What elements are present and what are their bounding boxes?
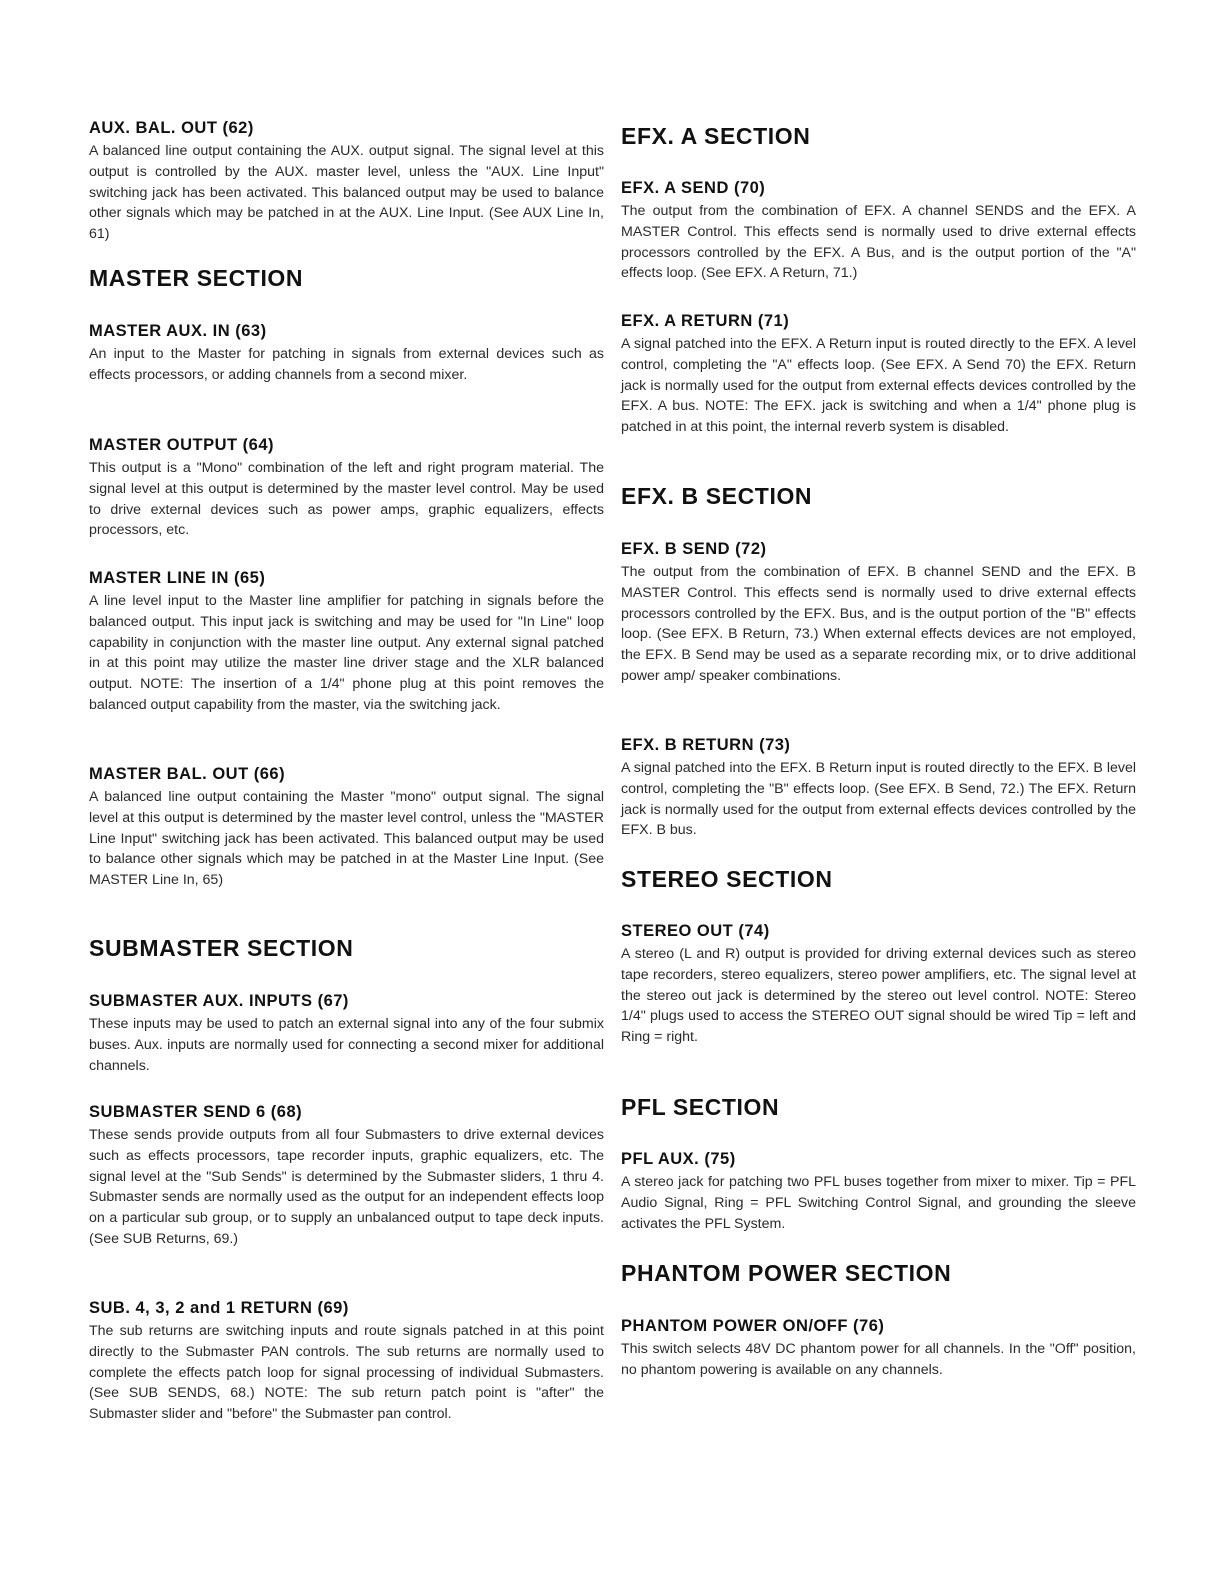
entry-text: A stereo jack for patching two PFL buses together from mixer to mixer. Tip = PFL Audio Signal, Ring = PFL Switching Control Signal, and grounding the sleeve activates the PFL System. [621, 1174, 1136, 1232]
entry-aux-bal-out [89, 119, 604, 245]
entry-text: The output from the combination of EFX. A channel SENDS and the EFX. A MASTER Control. This effects send is normally used to drive external effects processors controlled by the EFX. A Bus, and is the output portion of the "A" effects loop. (See EFX. A Return, 71.) [621, 203, 1136, 282]
entry-heading: MASTER AUX. IN (63) [89, 322, 267, 340]
entry-heading: PFL AUX. (75) [621, 1150, 736, 1168]
entry-heading: MASTER BAL. OUT (66) [89, 765, 286, 783]
entry-heading: SUBMASTER SEND 6 (68) [89, 1103, 303, 1121]
section-title: EFX. A SECTION [621, 123, 811, 149]
entry-master-output [89, 436, 604, 541]
entry-text: A line level input to the Master line amplifier for patching in signals before the balanced output. This input jack is switching and may be used for "In Line" loop capability in conjunction with the master line output. Any external signal patched in at this point may utilize the master line driver stage and the XLR balanced output. NOTE: The insertion of a 1/4" phone plug at this point removes the balanced output capability from the master, via the switching jack. [89, 593, 604, 713]
entry-text: These inputs may be used to patch an external signal into any of the four submix buses. Aux. inputs are normally used for connecting a second mixer for additional channels. [89, 1016, 604, 1074]
entry-text: This switch selects 48V DC phantom power for all channels. In the "Off" position, no phantom powering is available on any channels. [621, 1341, 1136, 1378]
section-submaster [89, 935, 604, 962]
entry-master-line-in [89, 569, 604, 716]
entry-text: The output from the combination of EFX. B channel SEND and the EFX. B MASTER Control. This effects send is normally used to drive external effects processors controlled by the EFX. Bus, and is the output portion of the "B" effects loop. (See EFX. B Return, 73.) When external effects devices are not employed, the EFX. B Send may be used as a separate recording mix, or to drive additional power amp/ speaker combinations. [621, 564, 1136, 684]
entry-heading: PHANTOM POWER ON/OFF (76) [621, 1317, 885, 1335]
entry-efx-a-return [621, 312, 1136, 438]
entry-text: A stereo (L and R) output is provided for driving external devices such as stereo tape recorders, stereo equalizers, stereo power amplifiers, etc. The signal level at the stereo out jack is determined by the stereo out level control. NOTE: Stereo 1/4" plugs used to access the STEREO OUT signal should be wired Tip = left and Ring = right. [621, 946, 1136, 1046]
entry-efx-b-send [621, 540, 1136, 687]
entry-pfl-aux [621, 1150, 1136, 1234]
entry-heading: EFX. A RETURN (71) [621, 312, 790, 330]
entry-text: A signal patched into the EFX. B Return input is routed directly to the EFX. B level control, completing the "B" effects loop. (See EFX. B Send, 72.) The EFX. Return jack is normally used for the output from external effects devices controlled by the EFX. B bus. [621, 760, 1136, 839]
entry-master-aux-in [89, 322, 604, 386]
section-efx-b [621, 483, 1136, 510]
entry-submaster-send [89, 1103, 604, 1250]
section-title: PHANTOM POWER SECTION [621, 1260, 952, 1286]
entry-heading: EFX. B SEND (72) [621, 540, 767, 558]
entry-heading: EFX. A SEND (70) [621, 179, 766, 197]
entry-phantom-power-on-off [621, 1317, 1136, 1381]
section-phantom-power [621, 1260, 1136, 1287]
entry-heading: STEREO OUT (74) [621, 922, 770, 940]
entry-text: A balanced line output containing the Master "mono" output signal. The signal level at this output is determined by the master level control, unless the "MASTER Line Input" switching jack has been activated. This balanced output may be used to balance other signals which may be patched in at the Master Line Input. (See MASTER Line In, 65) [89, 789, 604, 889]
entry-efx-a-send [621, 179, 1136, 284]
entry-text: A signal patched into the EFX. A Return input is routed directly to the EFX. A level control, completing the "A" effects loop. (See EFX. A Send 70) the EFX. Return jack is normally used for the output from external effects devices controlled by the EFX. A bus. NOTE: The EFX. jack is switching and when a 1/4" phone plug is patched in at this point, the internal reverb system is disabled. [621, 336, 1136, 436]
section-efx-a [621, 123, 1136, 150]
section-title: MASTER SECTION [89, 265, 304, 291]
section-title: EFX. B SECTION [621, 483, 813, 509]
entry-heading: MASTER OUTPUT (64) [89, 436, 275, 454]
entry-heading: AUX. BAL. OUT (62) [89, 119, 254, 137]
entry-sub-return [89, 1299, 604, 1425]
entry-master-bal-out [89, 765, 604, 891]
entry-text: An input to the Master for patching in signals from external devices such as effects processors, or adding channels from a second mixer. [89, 346, 604, 383]
section-title: STEREO SECTION [621, 866, 833, 892]
entry-text: The sub returns are switching inputs and route signals patched in at this point directly to the Submaster PAN controls. The sub returns are normally used to complete the effects patch loop for signal processing of individual Submasters. (See SUB SENDS, 68.) NOTE: The sub return patch point is "after" the Submaster slider and "before" the Submaster pan control. [89, 1323, 604, 1423]
entry-efx-b-return [621, 736, 1136, 841]
section-master [89, 265, 604, 292]
section-title: PFL SECTION [621, 1094, 780, 1120]
section-pfl [621, 1094, 1136, 1121]
section-stereo [621, 866, 1136, 893]
entry-text: This output is a "Mono" combination of the left and right program material. The signal level at this output is determined by the master level control. May be used to drive external devices such as power amps, graphic equalizers, effects processors, etc. [89, 460, 604, 539]
entry-heading: EFX. B RETURN (73) [621, 736, 791, 754]
entry-heading: SUBMASTER AUX. INPUTS (67) [89, 992, 349, 1010]
entry-stereo-out [621, 922, 1136, 1048]
entry-heading: SUB. 4, 3, 2 and 1 RETURN (69) [89, 1299, 349, 1317]
entry-submaster-aux-inputs [89, 992, 604, 1076]
entry-heading: MASTER LINE IN (65) [89, 569, 266, 587]
entry-text: A balanced line output containing the AUX. output signal. The signal level at this output is controlled by the AUX. master level, unless the "AUX. Line Input" switching jack has been activated. This balanced output may be used to balance other signals which may be patched in at the AUX. Line Input. (See AUX Line In, 61) [89, 143, 604, 243]
entry-text: These sends provide outputs from all four Submasters to drive external devices such as effects processors, tape recorder inputs, graphic equalizers, etc. The signal level at the "Sub Sends" is determined by the Submaster sliders, 1 thru 4. Submaster sends are normally used as the output for an independent effects loop on a particular sub group, or to supply an unbalanced output to tape deck inputs. (See SUB Returns, 69.) [89, 1127, 604, 1247]
section-title: SUBMASTER SECTION [89, 935, 354, 961]
